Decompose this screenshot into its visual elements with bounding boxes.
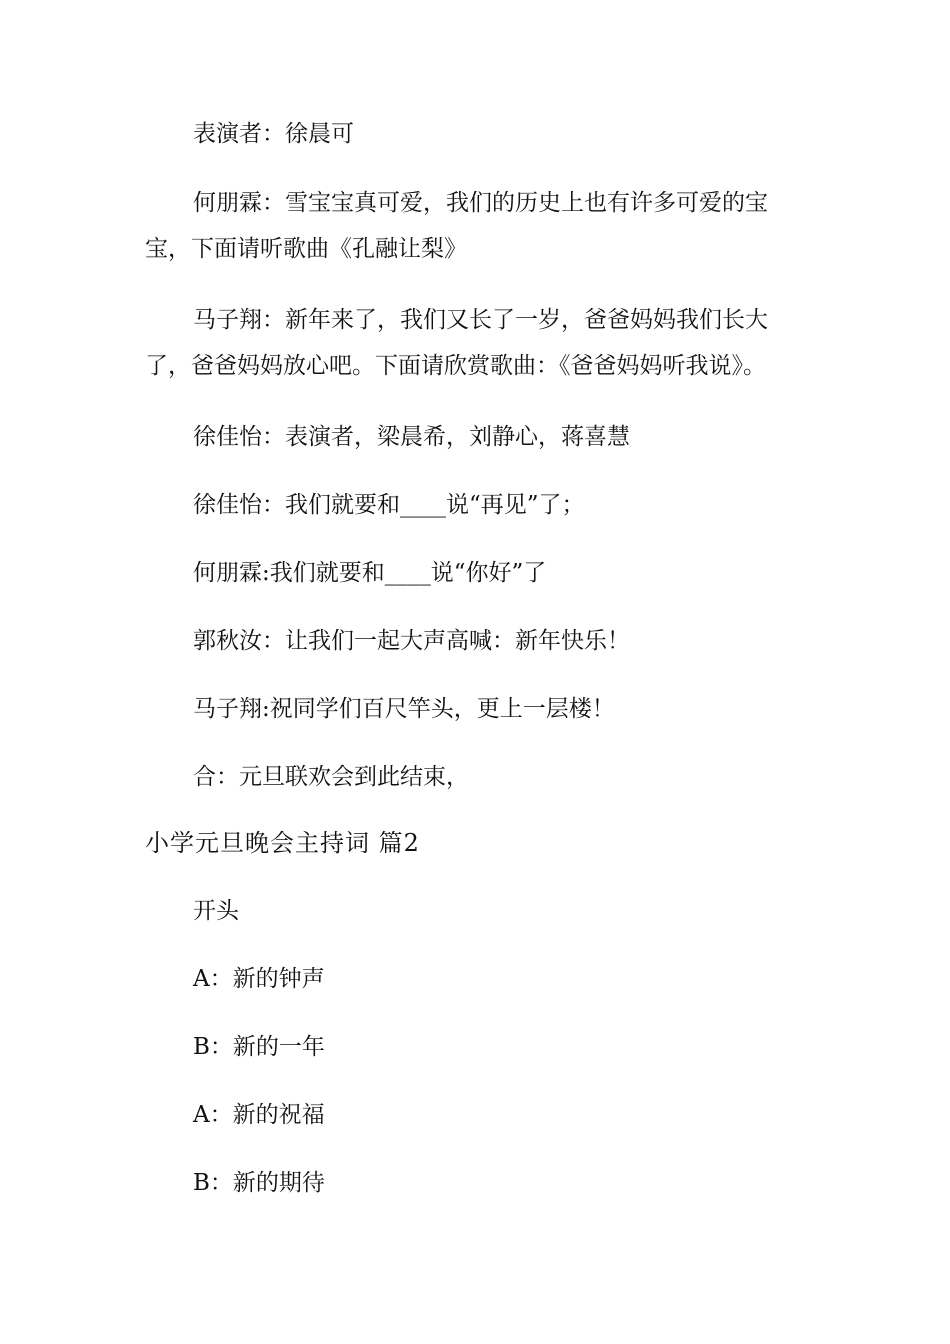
section-paragraph-b-1: B：新的一年: [193, 1034, 325, 1060]
section-paragraph-a-2: A：新的祝福: [193, 1102, 325, 1128]
paragraph-guo: 郭秋汝：让我们一起大声高喊：新年快乐！: [193, 628, 630, 654]
section-heading: 小学元旦晚会主持词 篇2: [145, 829, 420, 857]
paragraph-ma-1: 马子翔：新年来了，我们又长了一岁，爸爸妈妈我们长大了，爸爸妈妈放心吧。下面请欣赏歌曲：《爸爸妈妈听我说》。: [145, 307, 768, 379]
paragraph-he-2: 何朋霖:我们就要和____说“你好”了: [193, 560, 547, 586]
section-paragraph-b-2: B：新的期待: [193, 1170, 325, 1196]
paragraph-xu-1: 徐佳怡：表演者，梁晨希，刘静心，蒋喜慧: [193, 424, 630, 450]
paragraph-ma-2: 马子翔:祝同学们百尺竿头，更上一层楼！: [193, 696, 615, 722]
paragraph-he-1: 何朋霖：雪宝宝真可爱，我们的历史上也有许多可爱的宝宝，下面请听歌曲《孔融让梨》: [145, 190, 768, 262]
section-paragraph-opening: 开头: [193, 898, 239, 924]
paragraph-together: 合：元旦联欢会到此结束，: [193, 764, 469, 790]
paragraph-xu-2: 徐佳怡：我们就要和____说“再见”了；: [193, 492, 585, 518]
section-paragraph-a-1: A：新的钟声: [193, 966, 325, 992]
paragraph-performer: 表演者：徐晨可: [193, 121, 354, 147]
